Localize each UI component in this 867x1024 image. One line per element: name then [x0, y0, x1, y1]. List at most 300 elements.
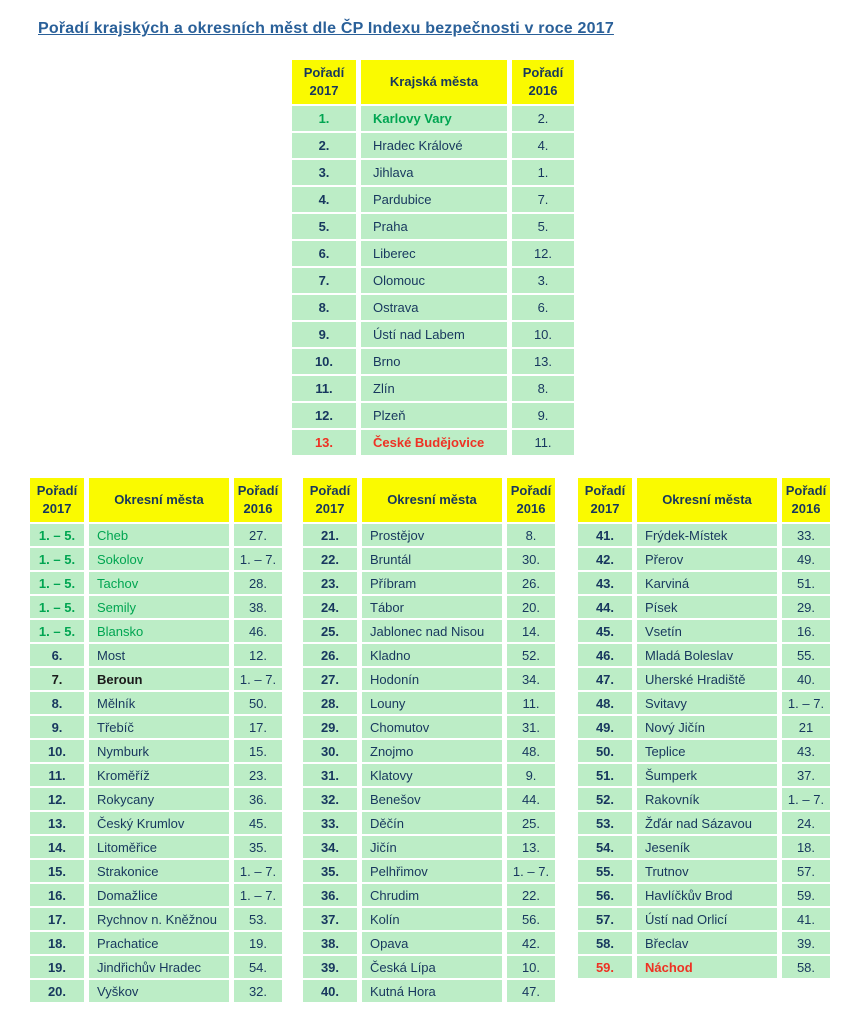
- city-name-cell: Šumperk: [637, 764, 777, 786]
- rank-2016-cell: 1.: [512, 160, 574, 185]
- table-row: [303, 884, 555, 906]
- rank-2017-cell: 28.: [303, 692, 357, 714]
- table-row: [30, 908, 282, 930]
- rank-2016-cell: 52.: [507, 644, 555, 666]
- table-row: [578, 740, 830, 762]
- rank-2017-cell: 49.: [578, 716, 632, 738]
- rank-2016-cell: 45.: [234, 812, 282, 834]
- city-name-cell: Mělník: [89, 692, 229, 714]
- rank-2017-cell: 33.: [303, 812, 357, 834]
- table-row: [303, 740, 555, 762]
- city-name-cell: Havlíčkův Brod: [637, 884, 777, 906]
- district-1-header-cities: Okresní města: [89, 478, 229, 522]
- rank-2017-cell: 8.: [30, 692, 84, 714]
- table-row: [303, 980, 555, 1002]
- city-name-cell: Brno: [361, 349, 507, 374]
- city-name-cell: Vsetín: [637, 620, 777, 642]
- rank-2017-cell: 41.: [578, 524, 632, 546]
- rank-2017-cell: 26.: [303, 644, 357, 666]
- rank-2016-cell: 4.: [512, 133, 574, 158]
- district-3-header-rank-2016: Pořadí 2016: [782, 478, 830, 522]
- city-name-cell: Hodonín: [362, 668, 502, 690]
- rank-2016-cell: 48.: [507, 740, 555, 762]
- district-1-header-rank-2017: Pořadí 2017: [30, 478, 84, 522]
- city-name-cell: Přerov: [637, 548, 777, 570]
- city-name-cell: Chomutov: [362, 716, 502, 738]
- rank-2017-cell: 54.: [578, 836, 632, 858]
- table-row: [30, 980, 282, 1002]
- rank-2017-cell: 6.: [292, 241, 356, 266]
- rank-2016-cell: 58.: [782, 956, 830, 978]
- rank-2017-cell: 6.: [30, 644, 84, 666]
- table-row: [578, 596, 830, 618]
- rank-2016-cell: 27.: [234, 524, 282, 546]
- city-name-cell: Kroměříž: [89, 764, 229, 786]
- rank-2017-cell: 29.: [303, 716, 357, 738]
- city-name-cell: Svitavy: [637, 692, 777, 714]
- rank-2016-cell: 22.: [507, 884, 555, 906]
- table-row: [303, 596, 555, 618]
- table-row: [292, 403, 574, 428]
- page-title: Pořadí krajských a okresních měst dle ČP Indexu bezpečnosti v roce 2017: [38, 20, 614, 37]
- city-name-cell: Příbram: [362, 572, 502, 594]
- regional-cities-table-grid: [287, 58, 579, 457]
- rank-2017-cell: 13.: [30, 812, 84, 834]
- regional-header-cities: Krajská města: [361, 60, 507, 104]
- city-name-cell: Olomouc: [361, 268, 507, 293]
- rank-2017-cell: 8.: [292, 295, 356, 320]
- table-row: [578, 572, 830, 594]
- table-row: [292, 268, 574, 293]
- district-cities-table-2: [298, 476, 560, 1004]
- district-cities-table-3: [573, 476, 835, 980]
- rank-2016-cell: 26.: [507, 572, 555, 594]
- table-row: [292, 322, 574, 347]
- table-row: [578, 644, 830, 666]
- table-row: [578, 524, 830, 546]
- rank-2016-cell: 11.: [512, 430, 574, 455]
- city-name-cell: Česká Lípa: [362, 956, 502, 978]
- table-row: [303, 908, 555, 930]
- rank-2017-cell: 5.: [292, 214, 356, 239]
- rank-2017-cell: 9.: [292, 322, 356, 347]
- rank-2016-cell: 6.: [512, 295, 574, 320]
- table-row: [30, 836, 282, 858]
- rank-2016-cell: 1. – 7.: [234, 548, 282, 570]
- table-row: [30, 524, 282, 546]
- rank-2017-cell: 10.: [292, 349, 356, 374]
- rank-2017-cell: 57.: [578, 908, 632, 930]
- city-name-cell: Tachov: [89, 572, 229, 594]
- rank-2016-cell: 42.: [507, 932, 555, 954]
- rank-2016-cell: 18.: [782, 836, 830, 858]
- district-cities-table-3-grid: [573, 476, 835, 980]
- rank-2016-cell: 50.: [234, 692, 282, 714]
- table-row: [30, 740, 282, 762]
- table-row: [578, 836, 830, 858]
- table-row: [578, 716, 830, 738]
- rank-2016-cell: 25.: [507, 812, 555, 834]
- rank-2017-cell: 45.: [578, 620, 632, 642]
- rank-2016-cell: 16.: [782, 620, 830, 642]
- table-row: [578, 932, 830, 954]
- district-1-table-body: [30, 524, 282, 1002]
- city-name-cell: Benešov: [362, 788, 502, 810]
- rank-2017-cell: 12.: [292, 403, 356, 428]
- rank-2016-cell: 11.: [507, 692, 555, 714]
- table-row: [30, 812, 282, 834]
- rank-2016-cell: 8.: [512, 376, 574, 401]
- city-name-cell: Prachatice: [89, 932, 229, 954]
- table-row: [292, 430, 574, 455]
- rank-2016-cell: 1. – 7.: [234, 668, 282, 690]
- rank-2017-cell: 1.: [292, 106, 356, 131]
- rank-2017-cell: 1. – 5.: [30, 548, 84, 570]
- table-row: [292, 349, 574, 374]
- city-name-cell: Jeseník: [637, 836, 777, 858]
- rank-2016-cell: 59.: [782, 884, 830, 906]
- table-row: [578, 692, 830, 714]
- city-name-cell: Klatovy: [362, 764, 502, 786]
- rank-2017-cell: 42.: [578, 548, 632, 570]
- table-row: [30, 668, 282, 690]
- city-name-cell: Liberec: [361, 241, 507, 266]
- rank-2017-cell: 47.: [578, 668, 632, 690]
- table-row: [578, 908, 830, 930]
- city-name-cell: Litoměřice: [89, 836, 229, 858]
- rank-2016-cell: 3.: [512, 268, 574, 293]
- rank-2016-cell: 20.: [507, 596, 555, 618]
- rank-2016-cell: 47.: [507, 980, 555, 1002]
- city-name-cell: Český Krumlov: [89, 812, 229, 834]
- rank-2017-cell: 38.: [303, 932, 357, 954]
- table-row: [292, 133, 574, 158]
- rank-2017-cell: 9.: [30, 716, 84, 738]
- table-row: [578, 788, 830, 810]
- table-row: [30, 572, 282, 594]
- rank-2016-cell: 54.: [234, 956, 282, 978]
- rank-2017-cell: 24.: [303, 596, 357, 618]
- rank-2016-cell: 1. – 7.: [782, 788, 830, 810]
- rank-2017-cell: 7.: [30, 668, 84, 690]
- rank-2016-cell: 2.: [512, 106, 574, 131]
- city-name-cell: Žďár nad Sázavou: [637, 812, 777, 834]
- city-name-cell: Prostějov: [362, 524, 502, 546]
- rank-2016-cell: 1. – 7.: [507, 860, 555, 882]
- table-row: [303, 716, 555, 738]
- rank-2016-cell: 14.: [507, 620, 555, 642]
- city-name-cell: Opava: [362, 932, 502, 954]
- table-row: [303, 524, 555, 546]
- city-name-cell: Jihlava: [361, 160, 507, 185]
- table-row: [578, 812, 830, 834]
- table-row: [303, 812, 555, 834]
- rank-2017-cell: 52.: [578, 788, 632, 810]
- rank-2017-cell: 32.: [303, 788, 357, 810]
- city-name-cell: Teplice: [637, 740, 777, 762]
- rank-2016-cell: 9.: [507, 764, 555, 786]
- rank-2017-cell: 44.: [578, 596, 632, 618]
- rank-2016-cell: 44.: [507, 788, 555, 810]
- rank-2017-cell: 19.: [30, 956, 84, 978]
- rank-2017-cell: 3.: [292, 160, 356, 185]
- city-name-cell: Vyškov: [89, 980, 229, 1002]
- table-row: [303, 836, 555, 858]
- rank-2017-cell: 40.: [303, 980, 357, 1002]
- city-name-cell: Plzeň: [361, 403, 507, 428]
- rank-2016-cell: 51.: [782, 572, 830, 594]
- table-row: [303, 764, 555, 786]
- rank-2017-cell: 20.: [30, 980, 84, 1002]
- rank-2017-cell: 4.: [292, 187, 356, 212]
- rank-2016-cell: 43.: [782, 740, 830, 762]
- rank-2017-cell: 1. – 5.: [30, 572, 84, 594]
- rank-2016-cell: 1. – 7.: [234, 884, 282, 906]
- city-name-cell: Karviná: [637, 572, 777, 594]
- city-name-cell: Nymburk: [89, 740, 229, 762]
- city-name-cell: Frýdek-Místek: [637, 524, 777, 546]
- regional-cities-table: [287, 58, 579, 457]
- rank-2017-cell: 50.: [578, 740, 632, 762]
- table-row: [303, 860, 555, 882]
- city-name-cell: Chrudim: [362, 884, 502, 906]
- rank-2016-cell: 33.: [782, 524, 830, 546]
- district-2-table-body: [303, 524, 555, 1002]
- table-row: [292, 376, 574, 401]
- district-3-header-rank-2017: Pořadí 2017: [578, 478, 632, 522]
- city-name-cell: Bruntál: [362, 548, 502, 570]
- rank-2016-cell: 56.: [507, 908, 555, 930]
- rank-2016-cell: 10.: [507, 956, 555, 978]
- city-name-cell: Jičín: [362, 836, 502, 858]
- city-name-cell: Ústí nad Labem: [361, 322, 507, 347]
- city-name-cell: Pardubice: [361, 187, 507, 212]
- rank-2016-cell: 41.: [782, 908, 830, 930]
- district-2-header-rank-2016: Pořadí 2016: [507, 478, 555, 522]
- rank-2016-cell: 9.: [512, 403, 574, 428]
- table-row: [30, 644, 282, 666]
- table-row: [292, 241, 574, 266]
- rank-2017-cell: 1. – 5.: [30, 620, 84, 642]
- rank-2016-cell: 39.: [782, 932, 830, 954]
- city-name-cell: Praha: [361, 214, 507, 239]
- rank-2017-cell: 35.: [303, 860, 357, 882]
- city-name-cell: Písek: [637, 596, 777, 618]
- rank-2017-cell: 17.: [30, 908, 84, 930]
- city-name-cell: Ústí nad Orlicí: [637, 908, 777, 930]
- rank-2017-cell: 30.: [303, 740, 357, 762]
- city-name-cell: Kolín: [362, 908, 502, 930]
- rank-2017-cell: 39.: [303, 956, 357, 978]
- rank-2017-cell: 43.: [578, 572, 632, 594]
- table-row: [578, 668, 830, 690]
- rank-2016-cell: 10.: [512, 322, 574, 347]
- table-row: [578, 860, 830, 882]
- city-name-cell: Cheb: [89, 524, 229, 546]
- table-row: [303, 692, 555, 714]
- rank-2017-cell: 14.: [30, 836, 84, 858]
- table-row: [292, 187, 574, 212]
- table-row: [303, 620, 555, 642]
- rank-2017-cell: 11.: [292, 376, 356, 401]
- city-name-cell: Hradec Králové: [361, 133, 507, 158]
- district-3-header-cities: Okresní města: [637, 478, 777, 522]
- rank-2016-cell: 13.: [507, 836, 555, 858]
- rank-2017-cell: 34.: [303, 836, 357, 858]
- table-row: [303, 788, 555, 810]
- rank-2016-cell: 28.: [234, 572, 282, 594]
- table-row: [292, 295, 574, 320]
- table-row: [30, 884, 282, 906]
- city-name-cell: Karlovy Vary: [361, 106, 507, 131]
- rank-2016-cell: 1. – 7.: [782, 692, 830, 714]
- regional-table-body: [292, 106, 574, 455]
- table-row: [30, 716, 282, 738]
- rank-2017-cell: 7.: [292, 268, 356, 293]
- rank-2016-cell: 7.: [512, 187, 574, 212]
- rank-2017-cell: 21.: [303, 524, 357, 546]
- table-row: [303, 932, 555, 954]
- city-name-cell: Děčín: [362, 812, 502, 834]
- rank-2017-cell: 36.: [303, 884, 357, 906]
- rank-2017-cell: 58.: [578, 932, 632, 954]
- table-row: [578, 764, 830, 786]
- rank-2017-cell: 56.: [578, 884, 632, 906]
- city-name-cell: Zlín: [361, 376, 507, 401]
- regional-header-rank-2016: Pořadí 2016: [512, 60, 574, 104]
- city-name-cell: Jablonec nad Nisou: [362, 620, 502, 642]
- table-row: [292, 106, 574, 131]
- table-row: [30, 596, 282, 618]
- city-name-cell: Mladá Boleslav: [637, 644, 777, 666]
- rank-2016-cell: 31.: [507, 716, 555, 738]
- rank-2016-cell: 36.: [234, 788, 282, 810]
- rank-2016-cell: 24.: [782, 812, 830, 834]
- city-name-cell: Domažlice: [89, 884, 229, 906]
- table-row: [578, 956, 830, 978]
- table-row: [292, 214, 574, 239]
- rank-2016-cell: 19.: [234, 932, 282, 954]
- rank-2017-cell: 59.: [578, 956, 632, 978]
- rank-2017-cell: 48.: [578, 692, 632, 714]
- city-name-cell: Uherské Hradiště: [637, 668, 777, 690]
- rank-2017-cell: 1. – 5.: [30, 596, 84, 618]
- table-row: [30, 956, 282, 978]
- city-name-cell: Louny: [362, 692, 502, 714]
- city-name-cell: Rokycany: [89, 788, 229, 810]
- rank-2017-cell: 55.: [578, 860, 632, 882]
- city-name-cell: České Budějovice: [361, 430, 507, 455]
- district-2-header-cities: Okresní města: [362, 478, 502, 522]
- city-name-cell: Most: [89, 644, 229, 666]
- rank-2017-cell: 1. – 5.: [30, 524, 84, 546]
- city-name-cell: Znojmo: [362, 740, 502, 762]
- rank-2016-cell: 34.: [507, 668, 555, 690]
- rank-2016-cell: 57.: [782, 860, 830, 882]
- rank-2016-cell: 21: [782, 716, 830, 738]
- city-name-cell: Břeclav: [637, 932, 777, 954]
- city-name-cell: Pelhřimov: [362, 860, 502, 882]
- rank-2016-cell: 8.: [507, 524, 555, 546]
- table-row: [303, 668, 555, 690]
- district-1-header-rank-2016: Pořadí 2016: [234, 478, 282, 522]
- rank-2016-cell: 12.: [512, 241, 574, 266]
- district-2-header-rank-2017: Pořadí 2017: [303, 478, 357, 522]
- city-name-cell: Kladno: [362, 644, 502, 666]
- rank-2017-cell: 10.: [30, 740, 84, 762]
- rank-2017-cell: 16.: [30, 884, 84, 906]
- rank-2017-cell: 25.: [303, 620, 357, 642]
- district-2-header-row: [303, 478, 555, 522]
- rank-2016-cell: 29.: [782, 596, 830, 618]
- table-row: [30, 932, 282, 954]
- district-1-header-row: [30, 478, 282, 522]
- rank-2017-cell: 23.: [303, 572, 357, 594]
- rank-2016-cell: 32.: [234, 980, 282, 1002]
- city-name-cell: Tábor: [362, 596, 502, 618]
- regional-header-row: [292, 60, 574, 104]
- city-name-cell: Kutná Hora: [362, 980, 502, 1002]
- rank-2017-cell: 2.: [292, 133, 356, 158]
- rank-2017-cell: 12.: [30, 788, 84, 810]
- table-row: [30, 764, 282, 786]
- district-cities-table-1: [25, 476, 287, 1004]
- rank-2016-cell: 12.: [234, 644, 282, 666]
- rank-2017-cell: 11.: [30, 764, 84, 786]
- rank-2016-cell: 38.: [234, 596, 282, 618]
- city-name-cell: Jindřichův Hradec: [89, 956, 229, 978]
- rank-2016-cell: 55.: [782, 644, 830, 666]
- city-name-cell: Beroun: [89, 668, 229, 690]
- rank-2016-cell: 46.: [234, 620, 282, 642]
- rank-2017-cell: 13.: [292, 430, 356, 455]
- city-name-cell: Blansko: [89, 620, 229, 642]
- table-row: [30, 548, 282, 570]
- district-3-header-row: [578, 478, 830, 522]
- table-row: [303, 572, 555, 594]
- rank-2016-cell: 23.: [234, 764, 282, 786]
- rank-2017-cell: 53.: [578, 812, 632, 834]
- rank-2017-cell: 31.: [303, 764, 357, 786]
- table-row: [578, 884, 830, 906]
- rank-2017-cell: 51.: [578, 764, 632, 786]
- district-cities-table-2-grid: [298, 476, 560, 1004]
- rank-2016-cell: 35.: [234, 836, 282, 858]
- city-name-cell: Semily: [89, 596, 229, 618]
- city-name-cell: Sokolov: [89, 548, 229, 570]
- district-cities-table-1-grid: [25, 476, 287, 1004]
- table-row: [30, 620, 282, 642]
- rank-2017-cell: 27.: [303, 668, 357, 690]
- city-name-cell: Strakonice: [89, 860, 229, 882]
- rank-2017-cell: 22.: [303, 548, 357, 570]
- district-3-table-body: [578, 524, 830, 978]
- rank-2016-cell: 30.: [507, 548, 555, 570]
- rank-2016-cell: 49.: [782, 548, 830, 570]
- table-row: [303, 644, 555, 666]
- table-row: [578, 548, 830, 570]
- rank-2016-cell: 53.: [234, 908, 282, 930]
- regional-header-rank-2017: Pořadí 2017: [292, 60, 356, 104]
- city-name-cell: Rakovník: [637, 788, 777, 810]
- rank-2016-cell: 40.: [782, 668, 830, 690]
- table-row: [578, 620, 830, 642]
- city-name-cell: Náchod: [637, 956, 777, 978]
- rank-2016-cell: 15.: [234, 740, 282, 762]
- table-row: [303, 548, 555, 570]
- table-row: [292, 160, 574, 185]
- rank-2017-cell: 37.: [303, 908, 357, 930]
